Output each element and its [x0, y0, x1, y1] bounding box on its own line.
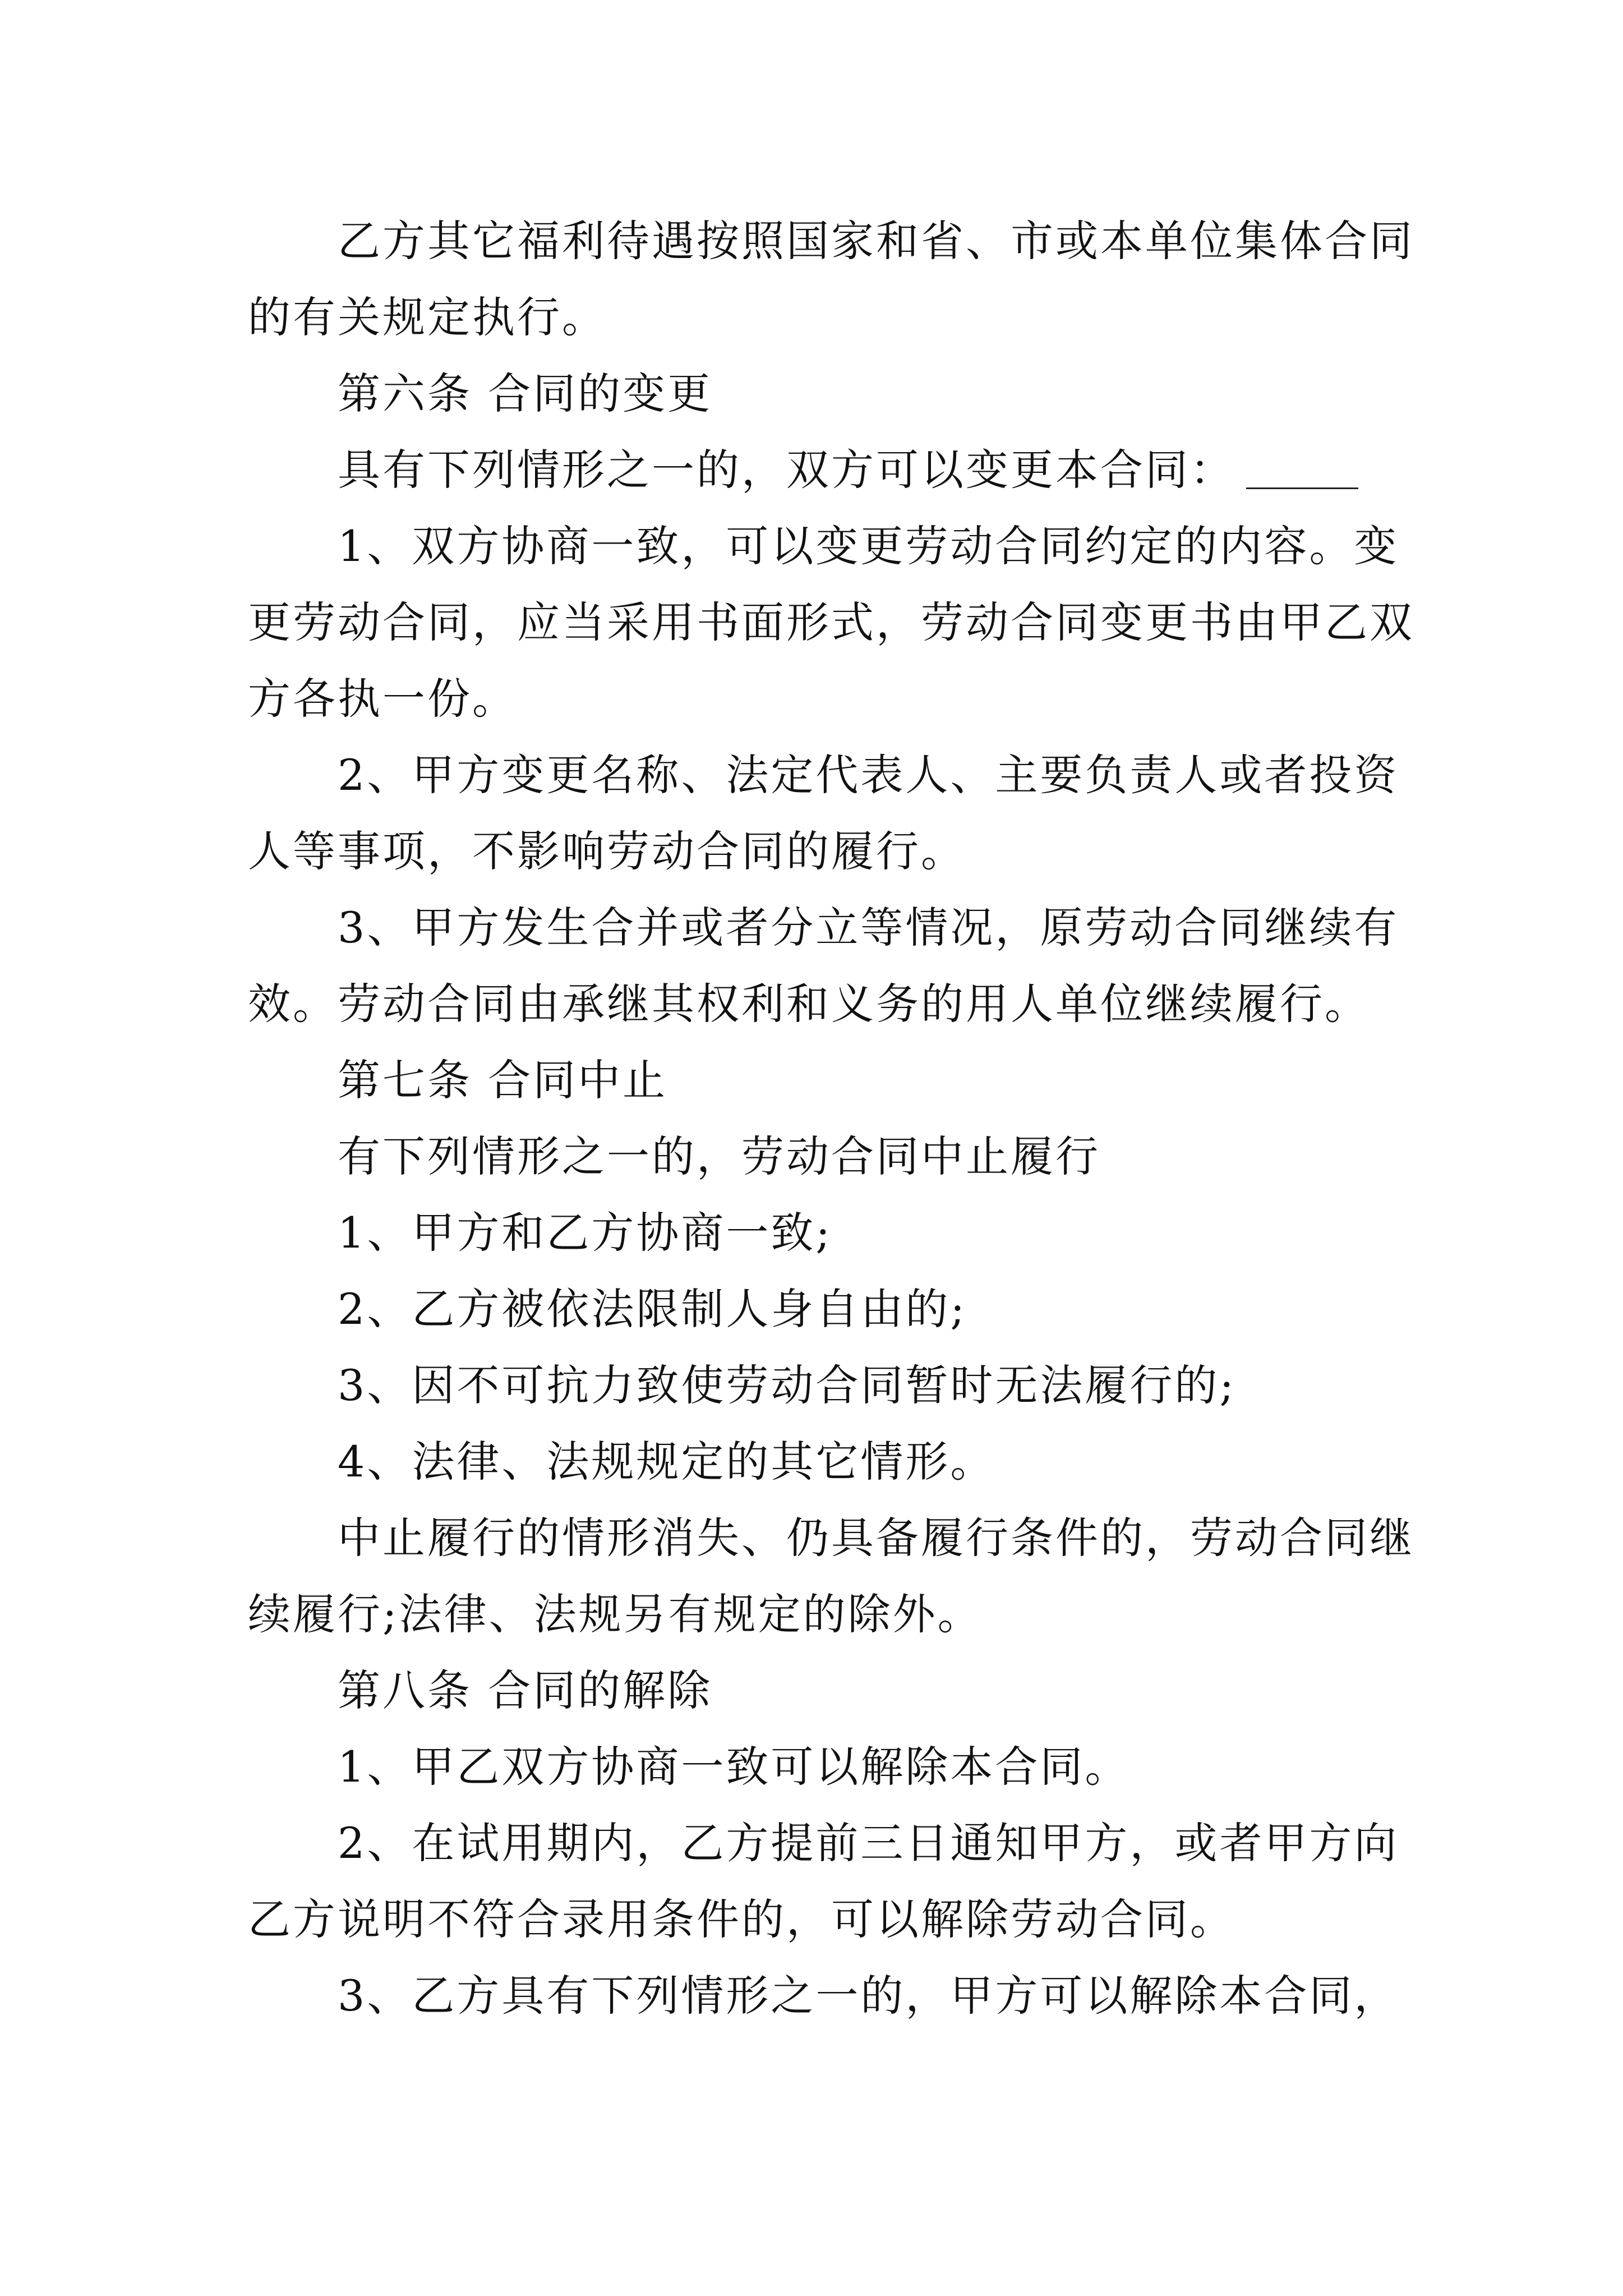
paragraph-line: 1、双方协商一致，可以变更劳动合同约定的内容。变	[338, 521, 1399, 571]
paragraph-line: 人等事项，不影响劳动合同的履行。	[248, 826, 966, 876]
paragraph-line: 乙方其它福利待遇按照国家和省、市或本单位集体合同	[338, 216, 1414, 266]
paragraph-line: 乙方说明不符合录用条件的，可以解除劳动合同。	[248, 1894, 1235, 1944]
section-heading: 第八条 合同的解除	[338, 1665, 713, 1715]
paragraph-line: 中止履行的情形消失、仍具备履行条件的，劳动合同继	[338, 1513, 1414, 1563]
paragraph-line: 2、甲方变更名称、法定代表人、主要负责人或者投资	[338, 750, 1399, 800]
document-body	[248, 203, 1414, 2034]
paragraph-line: 更劳动合同，应当采用书面形式，劳动合同变更书由甲乙双	[248, 597, 1414, 647]
list-item: 1、甲乙双方协商一致可以解除本合同。	[338, 1742, 1130, 1792]
paragraph-line: 续履行;法律、法规另有规定的除外。	[248, 1589, 983, 1639]
list-item: 2、在试用期内，乙方提前三日通知甲方，或者甲方向	[338, 1818, 1399, 1868]
list-item: 3、因不可抗力致使劳动合同暂时无法履行的;	[338, 1360, 1236, 1410]
paragraph-line: 效。劳动合同由承继其权利和义务的用人单位继续履行。	[248, 979, 1370, 1029]
paragraph-line-with-blank	[248, 432, 1386, 508]
paragraph-line: 3、甲方发生合并或者分立等情况，原劳动合同继续有	[338, 903, 1399, 953]
paragraph-line: 的有关规定执行。	[248, 292, 607, 342]
section-heading: 第六条 合同的变更	[338, 369, 713, 418]
list-item: 3、乙方具有下列情形之一的，甲方可以解除本合同，	[338, 1971, 1399, 2021]
fill-in-blank	[1246, 485, 1358, 489]
list-item: 2、乙方被依法限制人身自由的;	[338, 1284, 967, 1334]
section-heading: 第七条 合同中止	[338, 1055, 668, 1105]
paragraph-line: 方各执一份。	[248, 674, 517, 724]
list-item: 1、甲方和乙方协商一致;	[338, 1208, 832, 1258]
paragraph-line: 有下列情形之一的，劳动合同中止履行	[338, 1131, 1100, 1181]
list-item: 4、法律、法规规定的其它情形。	[338, 1437, 995, 1487]
paragraph-text: 具有下列情形之一的，双方可以变更本合同：	[338, 445, 1235, 495]
